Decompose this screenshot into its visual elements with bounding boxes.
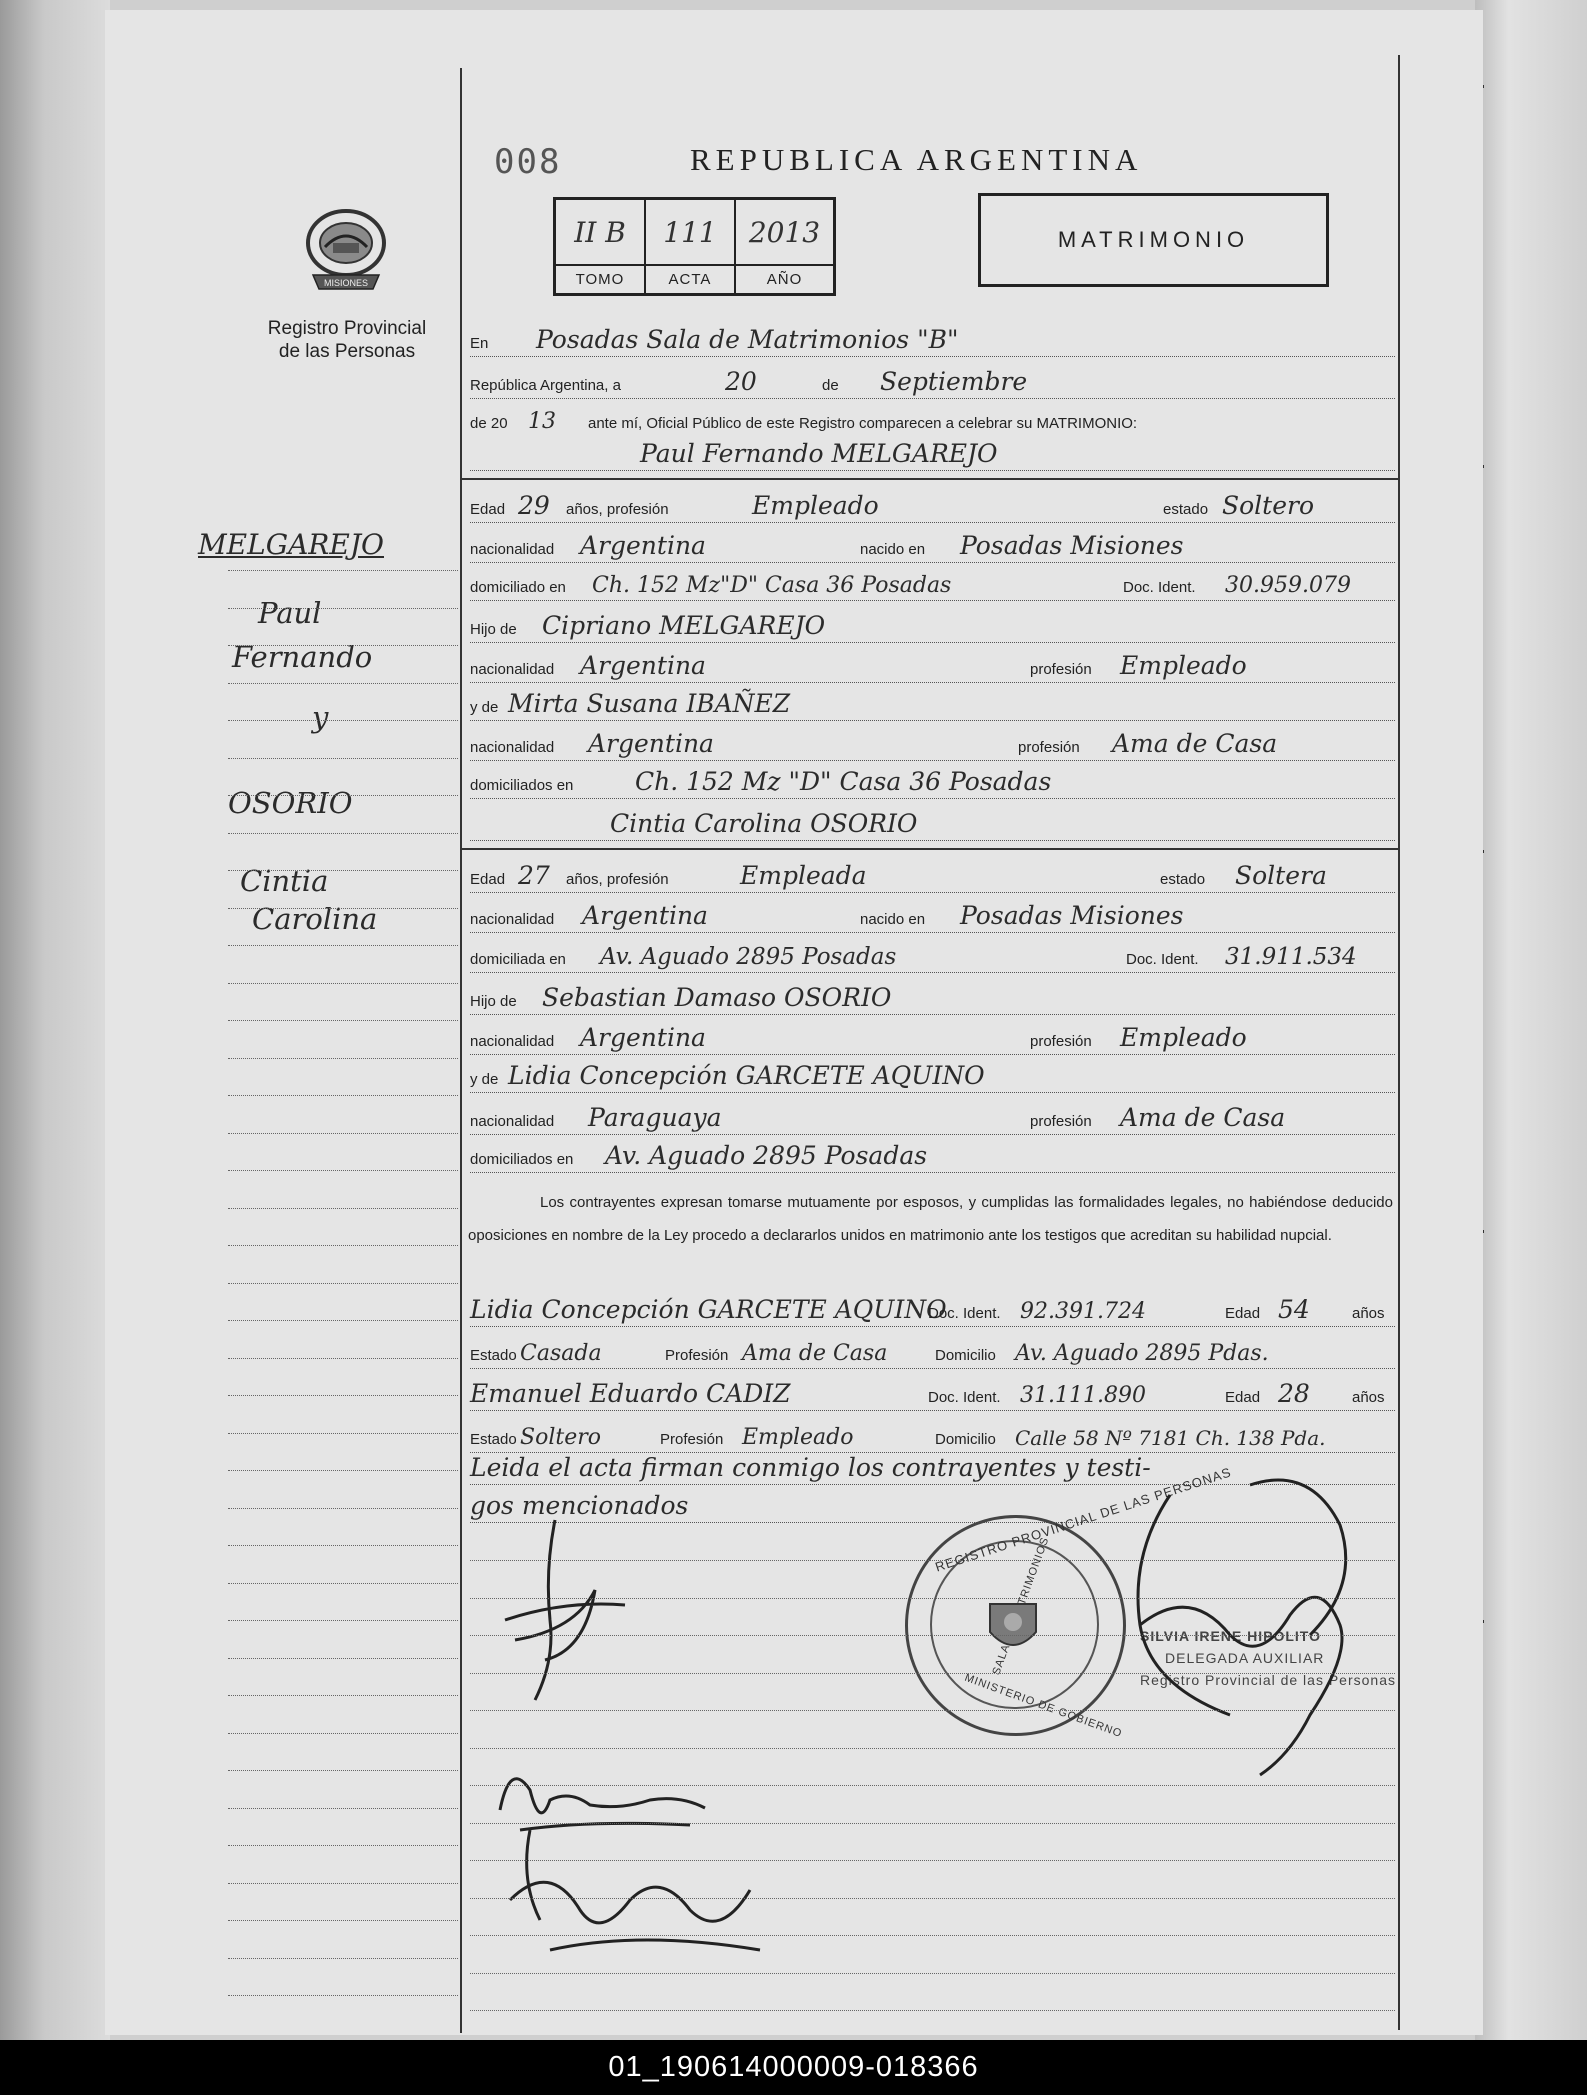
margin-surname1: MELGAREJO <box>198 528 384 561</box>
nacionalidad-label: nacionalidad <box>470 911 555 928</box>
bride-profesion: Empleada <box>740 861 867 890</box>
misiones-coat-of-arms-logo <box>303 203 389 299</box>
margin-ruled-line <box>228 1808 458 1809</box>
profesion-label: profesión <box>1030 1113 1092 1130</box>
margin-rule <box>460 68 462 2033</box>
bride-padre-nacionalidad: Argentina <box>580 1023 706 1052</box>
margin-ruled-line <box>228 1320 458 1321</box>
ruled-line <box>470 1860 1395 1861</box>
groom-name: Paul Fernando MELGAREJO <box>640 439 998 468</box>
row-date <box>470 364 1395 399</box>
domicilio-label: Domicilio <box>935 1431 996 1448</box>
ruled-line <box>470 2010 1395 2011</box>
section-separator <box>460 848 1398 850</box>
margin-ruled-line <box>228 1883 458 1884</box>
image-id-footer: 01_190614000009-018366 <box>0 2040 1587 2095</box>
profesion-label: Profesión <box>665 1347 729 1364</box>
profesion-label: Profesión <box>660 1431 724 1448</box>
bride-estado: Soltera <box>1235 861 1327 890</box>
profesion-label: años, profesión <box>566 501 669 518</box>
edad-label: Edad <box>470 501 506 518</box>
witness1-estado: Casada <box>520 1341 602 1366</box>
domiciliada-label: domiciliada en <box>470 951 566 968</box>
margin-ruled-line <box>228 1133 458 1134</box>
margin-ruled-line <box>228 1958 458 1959</box>
nacionalidad-label: nacionalidad <box>470 739 555 756</box>
tomo-acta-ano-box <box>553 197 836 296</box>
margin-ruled-line <box>228 1095 458 1096</box>
margin-ruled-line <box>228 1995 458 1996</box>
witness2-estado: Soltero <box>520 1425 601 1450</box>
closing-line2: gos mencionados <box>470 1491 689 1520</box>
registry-caption-line2: de las Personas <box>278 341 416 362</box>
en-label: En <box>470 335 489 352</box>
doc-label: Doc. Ident. <box>928 1305 1001 1322</box>
margin-ruled-line <box>228 608 458 609</box>
margin-ruled-line <box>228 1208 458 1209</box>
nacido-label: nacido en <box>860 911 926 928</box>
groom-doc: 30.959.079 <box>1225 573 1351 598</box>
seal-inner-text: SALA MATRIMONIOS <box>990 1535 1052 1677</box>
witness1-domicilio: Av. Aguado 2895 Pdas. <box>1015 1341 1269 1366</box>
year-suffix: 13 <box>528 409 556 434</box>
margin-ruled-line <box>228 945 458 946</box>
book-binding-left <box>0 0 110 2040</box>
nacido-label: nacido en <box>860 541 926 558</box>
edad-label: Edad <box>470 871 506 888</box>
margin-ruled-line <box>228 570 458 571</box>
official-title: DELEGADA AUXILIAR <box>1165 1650 1325 1666</box>
groom-edad: 29 <box>518 491 550 520</box>
domiciliados-label: domiciliados en <box>470 1151 574 1168</box>
row-groom-padre-nacionalidad <box>470 648 1395 683</box>
ruled-line <box>470 1560 1395 1561</box>
row-groom-madre-nacionalidad <box>470 726 1395 761</box>
row-groom-padres-domicilio <box>470 764 1395 799</box>
place-value: Posadas Sala de Matrimonios "B" <box>536 325 959 354</box>
hijo-label: Hijo de <box>470 993 517 1010</box>
margin-ruled-line <box>228 1583 458 1584</box>
acta-number: 008 <box>494 142 562 182</box>
ruled-line <box>470 1673 1395 1674</box>
groom-madre-profesion: Ama de Casa <box>1112 729 1278 758</box>
anos-label: años <box>1352 1305 1385 1322</box>
seal-bottom-text: MINISTERIO DE GOBIERNO <box>962 1671 1124 1741</box>
domiciliado-label: domiciliado en <box>470 579 566 596</box>
row-bride-domicilio <box>470 938 1395 973</box>
profesion-label: profesión <box>1018 739 1080 756</box>
witness1-edad: 54 <box>1278 1295 1310 1324</box>
yde-label: y de <box>470 699 499 716</box>
row-bride-padre <box>470 980 1395 1015</box>
row-witness2 <box>470 1376 1395 1411</box>
row-witness1-details <box>470 1334 1395 1369</box>
ano-label: AÑO <box>766 271 803 288</box>
margin-ruled-line <box>228 1920 458 1921</box>
ruled-line <box>470 1748 1395 1749</box>
margin-ruled-line <box>228 908 458 909</box>
margin-ruled-line <box>228 795 458 796</box>
yde-label: y de <box>470 1071 499 1088</box>
bride-padre-profesion: Empleado <box>1120 1023 1247 1052</box>
margin-surname2: OSORIO <box>228 786 353 820</box>
domiciliados-label: domiciliados en <box>470 777 574 794</box>
seal-coat-of-arms-icon <box>978 1592 1048 1662</box>
row-bride-madre <box>470 1058 1395 1093</box>
registry-caption-line1: Registro Provincial <box>267 318 427 339</box>
nacionalidad-label: nacionalidad <box>470 1113 555 1130</box>
margin-ruled-line <box>228 1845 458 1846</box>
official-signature <box>1110 1465 1370 1785</box>
margin-ruled-line <box>228 645 458 646</box>
bride-padre: Sebastian Damaso OSORIO <box>542 983 892 1012</box>
witness1-doc: 92.391.724 <box>1020 1299 1146 1324</box>
ruled-line <box>470 1710 1395 1711</box>
edad-label: Edad <box>1225 1305 1261 1322</box>
witness-signature <box>490 1800 780 1970</box>
acta-value: 111 <box>646 200 736 266</box>
ruled-line <box>470 1823 1395 1824</box>
margin-ruled-line <box>228 1770 458 1771</box>
row-groom-nacionalidad <box>470 528 1395 563</box>
ruled-line <box>470 1898 1395 1899</box>
row-bride-nacionalidad <box>470 898 1395 933</box>
witness2-profesion: Empleado <box>742 1425 854 1450</box>
book-page-right <box>1475 0 1587 2040</box>
hijo-label: Hijo de <box>470 621 517 638</box>
row-place <box>470 322 1395 357</box>
tomo-label: TOMO <box>556 266 646 293</box>
official-name: SILVIA IRENE HIPOLITO <box>1140 1628 1321 1644</box>
anos-label: años <box>1352 1389 1385 1406</box>
margin-conj: y <box>312 700 329 734</box>
margin-ruled-line <box>228 1020 458 1021</box>
margin-ruled-line <box>228 720 458 721</box>
margin-ruled-line <box>228 758 458 759</box>
margin-given2a: Cintia <box>240 864 329 898</box>
margin-ruled-line <box>228 1283 458 1284</box>
republica-label: República Argentina, a <box>470 377 621 394</box>
margin-given1a: Paul <box>258 596 322 630</box>
margin-ruled-line <box>228 683 458 684</box>
day-value: 20 <box>725 367 757 396</box>
domicilio-label: Domicilio <box>935 1347 996 1364</box>
groom-estado: Soltero <box>1222 491 1315 520</box>
month-value: Septiembre <box>880 367 1028 396</box>
bride-madre-nacionalidad: Paraguaya <box>588 1103 722 1132</box>
right-rule <box>1398 55 1400 2030</box>
bride-nacido: Posadas Misiones <box>960 901 1184 930</box>
section-separator <box>460 478 1398 480</box>
act-type-box: MATRIMONIO <box>978 193 1329 287</box>
groom-padre-profesion: Empleado <box>1120 651 1247 680</box>
row-groom-domicilio <box>470 566 1395 601</box>
nacionalidad-label: nacionalidad <box>470 1033 555 1050</box>
row-bride-name <box>470 806 1395 841</box>
estado-label: estado <box>1163 501 1209 518</box>
witness2-domicilio: Calle 58 Nº 7181 Ch. 138 Pda. <box>1015 1426 1326 1450</box>
margin-given2b: Carolina <box>252 902 378 936</box>
row-bride-padre-nacionalidad <box>470 1020 1395 1055</box>
witness2-name: Emanuel Eduardo CADIZ <box>470 1379 791 1408</box>
ruled-line <box>470 1973 1395 1974</box>
doc-label: Doc. Ident. <box>1126 951 1199 968</box>
seal-outer-text: REGISTRO PROVINCIAL DE LAS PERSONAS <box>933 1464 1234 1575</box>
ruled-line <box>470 1935 1395 1936</box>
row-witness1 <box>470 1292 1395 1327</box>
margin-ruled-line <box>228 1058 458 1059</box>
margin-ruled-line <box>228 1508 458 1509</box>
profesion-label: profesión <box>1030 1033 1092 1050</box>
row-groom-edad <box>470 488 1395 523</box>
groom-nacido: Posadas Misiones <box>960 531 1184 560</box>
bride-doc: 31.911.534 <box>1225 944 1357 970</box>
logo-text: MISIONES <box>323 278 369 288</box>
ano-value: 2013 <box>736 200 833 266</box>
groom-padre: Cipriano MELGAREJO <box>542 611 826 640</box>
groom-madre-nacionalidad: Argentina <box>588 729 714 758</box>
ruled-line <box>470 1598 1395 1599</box>
estado-label: Estado <box>470 1347 517 1364</box>
row-year <box>470 402 1395 436</box>
groom-domicilio: Ch. 152 Mz"D" Casa 36 Posadas <box>592 573 952 598</box>
groom-padre-nacionalidad: Argentina <box>580 651 706 680</box>
edad-label: Edad <box>1225 1389 1261 1406</box>
tomo-value: II B <box>556 200 646 266</box>
row-groom-name <box>470 436 1395 471</box>
witness1-profesion: Ama de Casa <box>742 1341 888 1366</box>
registry-caption <box>243 317 451 363</box>
bride-edad: 27 <box>518 861 550 890</box>
de-label: de <box>822 377 839 394</box>
official-org: Registro Provincial de las Personas <box>1140 1672 1396 1688</box>
margin-ruled-line <box>228 1433 458 1434</box>
groom-nacionalidad: Argentina <box>580 531 706 560</box>
margin-ruled-line <box>228 1658 458 1659</box>
row-bride-madre-nacionalidad <box>470 1100 1395 1135</box>
nacionalidad-label: nacionalidad <box>470 541 555 558</box>
groom-madre: Mirta Susana IBAÑEZ <box>508 689 791 718</box>
profesion-label: profesión <box>1030 661 1092 678</box>
margin-given1b: Fernando <box>232 640 373 674</box>
groom-signature <box>485 1510 635 1710</box>
declaration-text: Los contrayentes expresan tomarse mutuamente por esposos, y cumplidas las formalidades legales, no habiéndose deducido oposiciones en nombre de la Ley procedo a declararlos unidos en matrimonio ante los testigos que acreditan su habilidad nupcial. <box>468 1194 1393 1244</box>
witness2-edad: 28 <box>1278 1379 1310 1408</box>
doc-label: Doc. Ident. <box>928 1389 1001 1406</box>
groom-profesion: Empleado <box>752 491 879 520</box>
groom-padres-domicilio: Ch. 152 Mz "D" Casa 36 Posadas <box>635 767 1052 796</box>
margin-ruled-line <box>228 1395 458 1396</box>
bride-nacionalidad: Argentina <box>582 901 708 930</box>
bride-madre-profesion: Ama de Casa <box>1120 1103 1286 1132</box>
witness1-name: Lidia Concepción GARCETE AQUINO <box>470 1295 947 1324</box>
row-bride-edad <box>470 858 1395 893</box>
margin-ruled-line <box>228 1545 458 1546</box>
margin-ruled-line <box>228 870 458 871</box>
row-bride-padres-domicilio <box>470 1138 1395 1173</box>
row-groom-madre <box>470 686 1395 721</box>
margin-ruled-line <box>228 1733 458 1734</box>
margin-ruled-line <box>228 1470 458 1471</box>
estado-label: Estado <box>470 1431 517 1448</box>
bride-madre: Lidia Concepción GARCETE AQUINO <box>508 1061 985 1090</box>
acta-label: ACTA <box>646 266 736 293</box>
comparecen-text: ante mí, Oficial Público de este Registro comparecen a celebrar su MATRIMONIO: <box>588 415 1138 432</box>
margin-ruled-line <box>228 1695 458 1696</box>
estado-label: estado <box>1160 871 1206 888</box>
margin-ruled-line <box>228 1170 458 1171</box>
margin-ruled-line <box>228 983 458 984</box>
closing-line1: Leida el acta firman conmigo los contrayentes y testi- <box>470 1453 1151 1482</box>
ruled-line <box>470 1785 1395 1786</box>
ruled-line <box>470 1635 1395 1636</box>
bride-domicilio: Av. Aguado 2895 Posadas <box>600 944 897 970</box>
margin-ruled-line <box>228 1620 458 1621</box>
margin-ruled-line <box>228 1358 458 1359</box>
year-prefix: de 20 <box>470 415 508 432</box>
nacionalidad-label: nacionalidad <box>470 661 555 678</box>
margin-ruled-line <box>228 833 458 834</box>
margin-ruled-line <box>228 1245 458 1246</box>
bride-name: Cintia Carolina OSORIO <box>610 809 918 838</box>
row-witness2-details <box>470 1418 1395 1453</box>
witness2-doc: 31.111.890 <box>1020 1383 1146 1408</box>
profesion-label: años, profesión <box>566 871 669 888</box>
row-groom-padre <box>470 608 1395 643</box>
bride-padres-domicilio: Av. Aguado 2895 Posadas <box>605 1141 928 1170</box>
doc-label: Doc. Ident. <box>1123 579 1196 596</box>
country-heading: REPUBLICA ARGENTINA <box>690 142 1143 177</box>
